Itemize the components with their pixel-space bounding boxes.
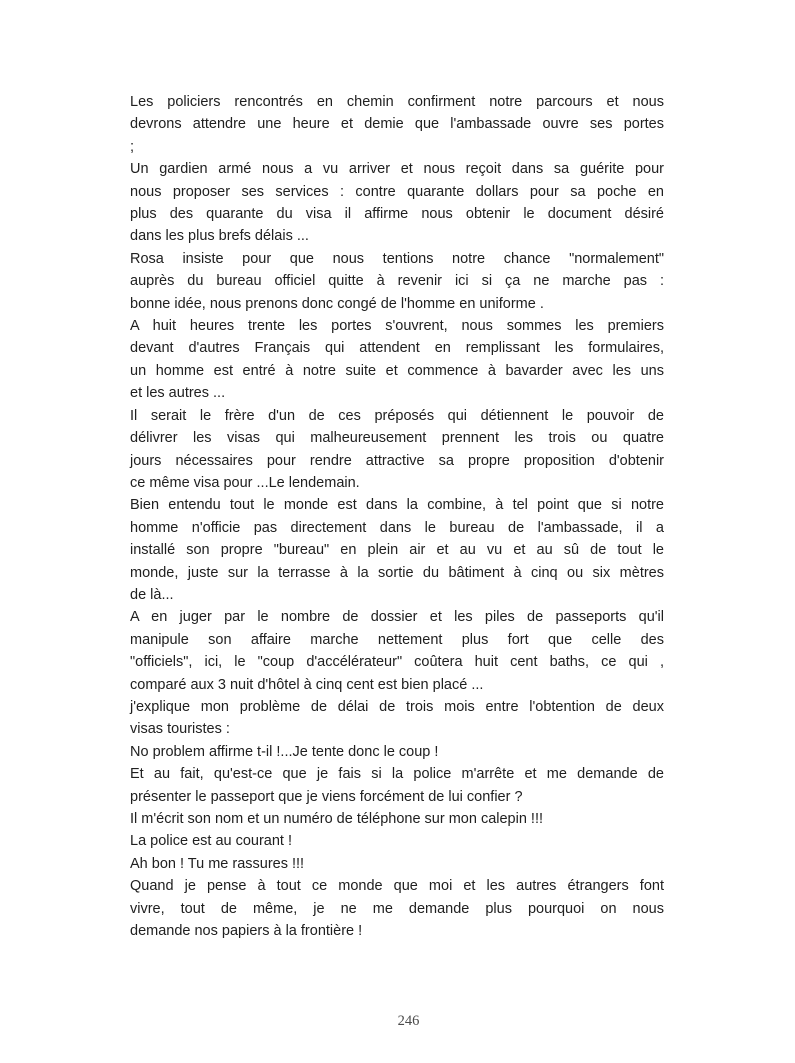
text-line: de là... (130, 586, 174, 603)
text-line: Un gardien armé nous a vu arriver et nous reçoit dans sa guérite pour (130, 161, 664, 178)
paragraph (130, 853, 664, 875)
paragraph (130, 315, 664, 405)
text-line: homme n'officie pas directement dans le bureau de l'ambassade, il a (130, 519, 664, 536)
text-line: Quand je pense à tout ce monde que moi et les autres étrangers font (130, 878, 664, 895)
text-line: monde, juste sur la terrasse à la sortie du bâtiment à cinq ou six mètres (130, 564, 664, 581)
text-line: j'explique mon problème de délai de trois mois entre l'obtention de deux (130, 698, 664, 715)
text-line: dans les plus brefs délais ... (130, 228, 309, 245)
paragraph (130, 248, 664, 315)
text-line: Ah bon ! Tu me rassures !!! (130, 855, 305, 872)
text-line: et les autres ... (130, 385, 226, 402)
text-line: Bien entendu tout le monde est dans la combine, à tel point que si notre (130, 497, 664, 514)
text-line: devrons attendre une heure et demie que l'ambassade ouvre ses portes (130, 116, 664, 133)
text-line: visas touristes : (130, 721, 230, 738)
text-line: A huit heures trente les portes s'ouvrent, nous sommes les premiers (130, 318, 664, 335)
text-line: un homme est entré à notre suite et commence à bavarder avec les uns (130, 362, 664, 379)
paragraph (130, 494, 664, 606)
text-line: manipule son affaire marche nettement plus fort que celle des (130, 631, 664, 648)
paragraph (130, 405, 664, 495)
text-line: "officiels", ici, le "coup d'accélérateur" coûtera huit cent baths, ce qui , (130, 654, 664, 671)
text-line: bonne idée, nous prenons donc congé de l'homme en uniforme . (130, 295, 544, 312)
paragraph (130, 808, 664, 830)
text-line: Il m'écrit son nom et un numéro de téléphone sur mon calepin !!! (130, 811, 544, 827)
text-line: comparé aux 3 nuit d'hôtel à cinq cent est bien placé ... (130, 676, 484, 693)
paragraph (130, 741, 664, 763)
text-line: nous proposer ses services : contre quarante dollars pour sa poche en (130, 183, 664, 200)
text-line: installé son propre "bureau" en plein air et au vu et au sû de tout le (130, 542, 664, 559)
text-line: plus des quarante du visa il affirme nous obtenir le document désiré (130, 206, 664, 223)
text-line: ce même visa pour ...Le lendemain. (130, 474, 360, 491)
text-line: demande nos papiers à la frontière ! (130, 923, 363, 940)
text-line: jours nécessaires pour rendre attractive sa propre proposition d'obtenir (130, 452, 664, 469)
text-line: La police est au courant ! (130, 833, 293, 850)
text-line: vivre, tout de même, je ne me demande plus pourquoi on nous (130, 900, 664, 917)
paragraph (130, 830, 664, 852)
paragraph (130, 158, 664, 248)
paragraph (130, 606, 664, 696)
text-line: Rosa insiste pour que nous tentions notre chance "normalement" (130, 250, 664, 267)
text-block (130, 91, 664, 942)
text-line: Et au fait, qu'est-ce que je fais si la police m'arrête et me demande de (130, 766, 664, 783)
paragraph (130, 91, 664, 158)
paragraph (130, 696, 664, 741)
text-line: A en juger par le nombre de dossier et les piles de passeports qu'il (130, 609, 664, 626)
text-line: Les policiers rencontrés en chemin confirment notre parcours et nous (130, 94, 664, 110)
text-line: Il serait le frère d'un de ces préposés qui détiennent le pouvoir de (130, 407, 664, 424)
text-line: délivrer les visas qui malheureusement prennent les trois ou quatre (130, 430, 664, 447)
paragraph (130, 875, 664, 942)
text-line: No problem affirme t-il !...Je tente donc le coup ! (130, 743, 439, 760)
page-number: 246 (397, 1013, 420, 1029)
text-line: présenter le passeport que je viens forcément de lui confier ? (130, 788, 523, 805)
text-line: ; (130, 138, 135, 155)
paragraph (130, 763, 664, 808)
text-line: devant d'autres Français qui attendent en remplissant les formulaires, (130, 340, 664, 357)
text-line: auprès du bureau officiel quitte à revenir ici si ça ne marche pas : (130, 273, 664, 290)
